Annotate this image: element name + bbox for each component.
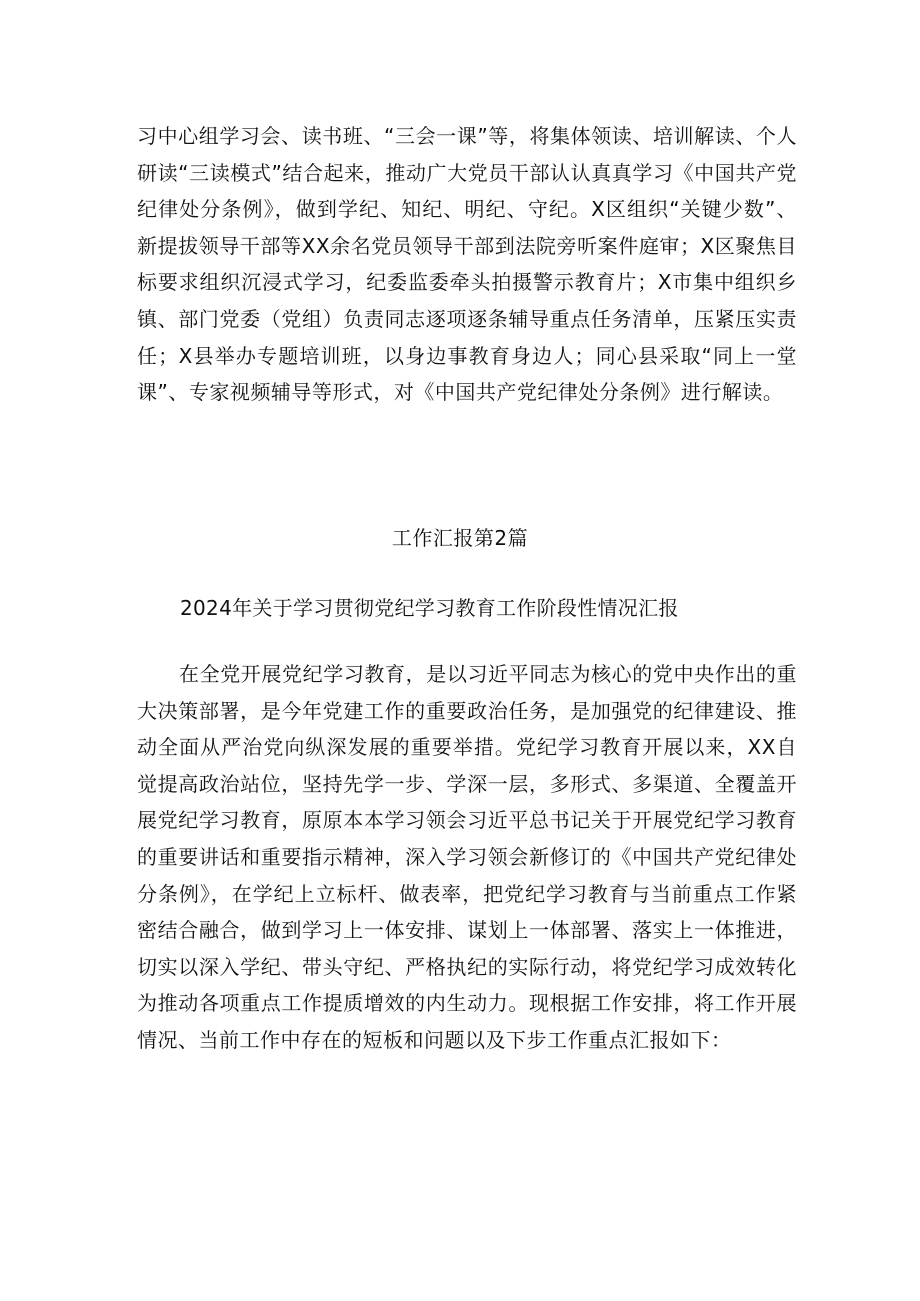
section-label: 工作汇报第2篇 (391, 526, 529, 550)
intro-paragraph: 在全党开展党纪学习教育，是以习近平同志为核心的党中央作出的重大决策部署，是今年党建工作的重要政治任务，是加强党的纪律建设、推动全面从严治党向纵深发展的重要举措。党纪学习教育开展以来，XX自觉提高政治站位，坚持先学一步、学深一层，多形式、多渠道、全覆盖开展党纪学习教育，原原本本学习领会习近平总书记关于开展党纪学习教育的重要讲话和重要指示精神，深入学习领会新修订的《中国共产党纪律处分条例》，在学纪上立标杆、做表率，把党纪学习教育与当前重点工作紧密结合融合，做到学习上一体安排、谋划上一体部署、落实上一体推进，切实以深入学纪、带头守纪、严格执纪的实际行动，将党纪学习成效转化为推动各项重点工作提质增效的内生动力。现根据工作安排，将工作开展情况、当前工作中存在的短板和问题以及下步工作重点汇报如下： (137, 662, 797, 1052)
document-title: 2024年关于学习贯彻党纪学习教育工作阶段性情况汇报 (180, 596, 679, 620)
continuation-paragraph: 习中心组学习会、读书班、“三会一课”等，将集体领读、培训解读、个人研读“三读模式”结合起来，推动广大党员干部认认真真学习《中国共产党纪律处分条例》，做到学纪、知纪、明纪、守纪。X区组织“关键少数”、新提拔领导干部等XX余名党员领导干部到法院旁听案件庭审；X区聚焦目标要求组织沉浸式学习，纪委监委牵头拍摄警示教育片；X市集中组织乡镇、部门党委（党组）负责同志逐项逐条辅导重点任务清单，压紧压实责任；X县举办专题培训班，以身边事教育身边人；同心县采取“同上一堂课”、专家视频辅导等形式，对《中国共产党纪律处分条例》进行解读。 (137, 124, 797, 405)
